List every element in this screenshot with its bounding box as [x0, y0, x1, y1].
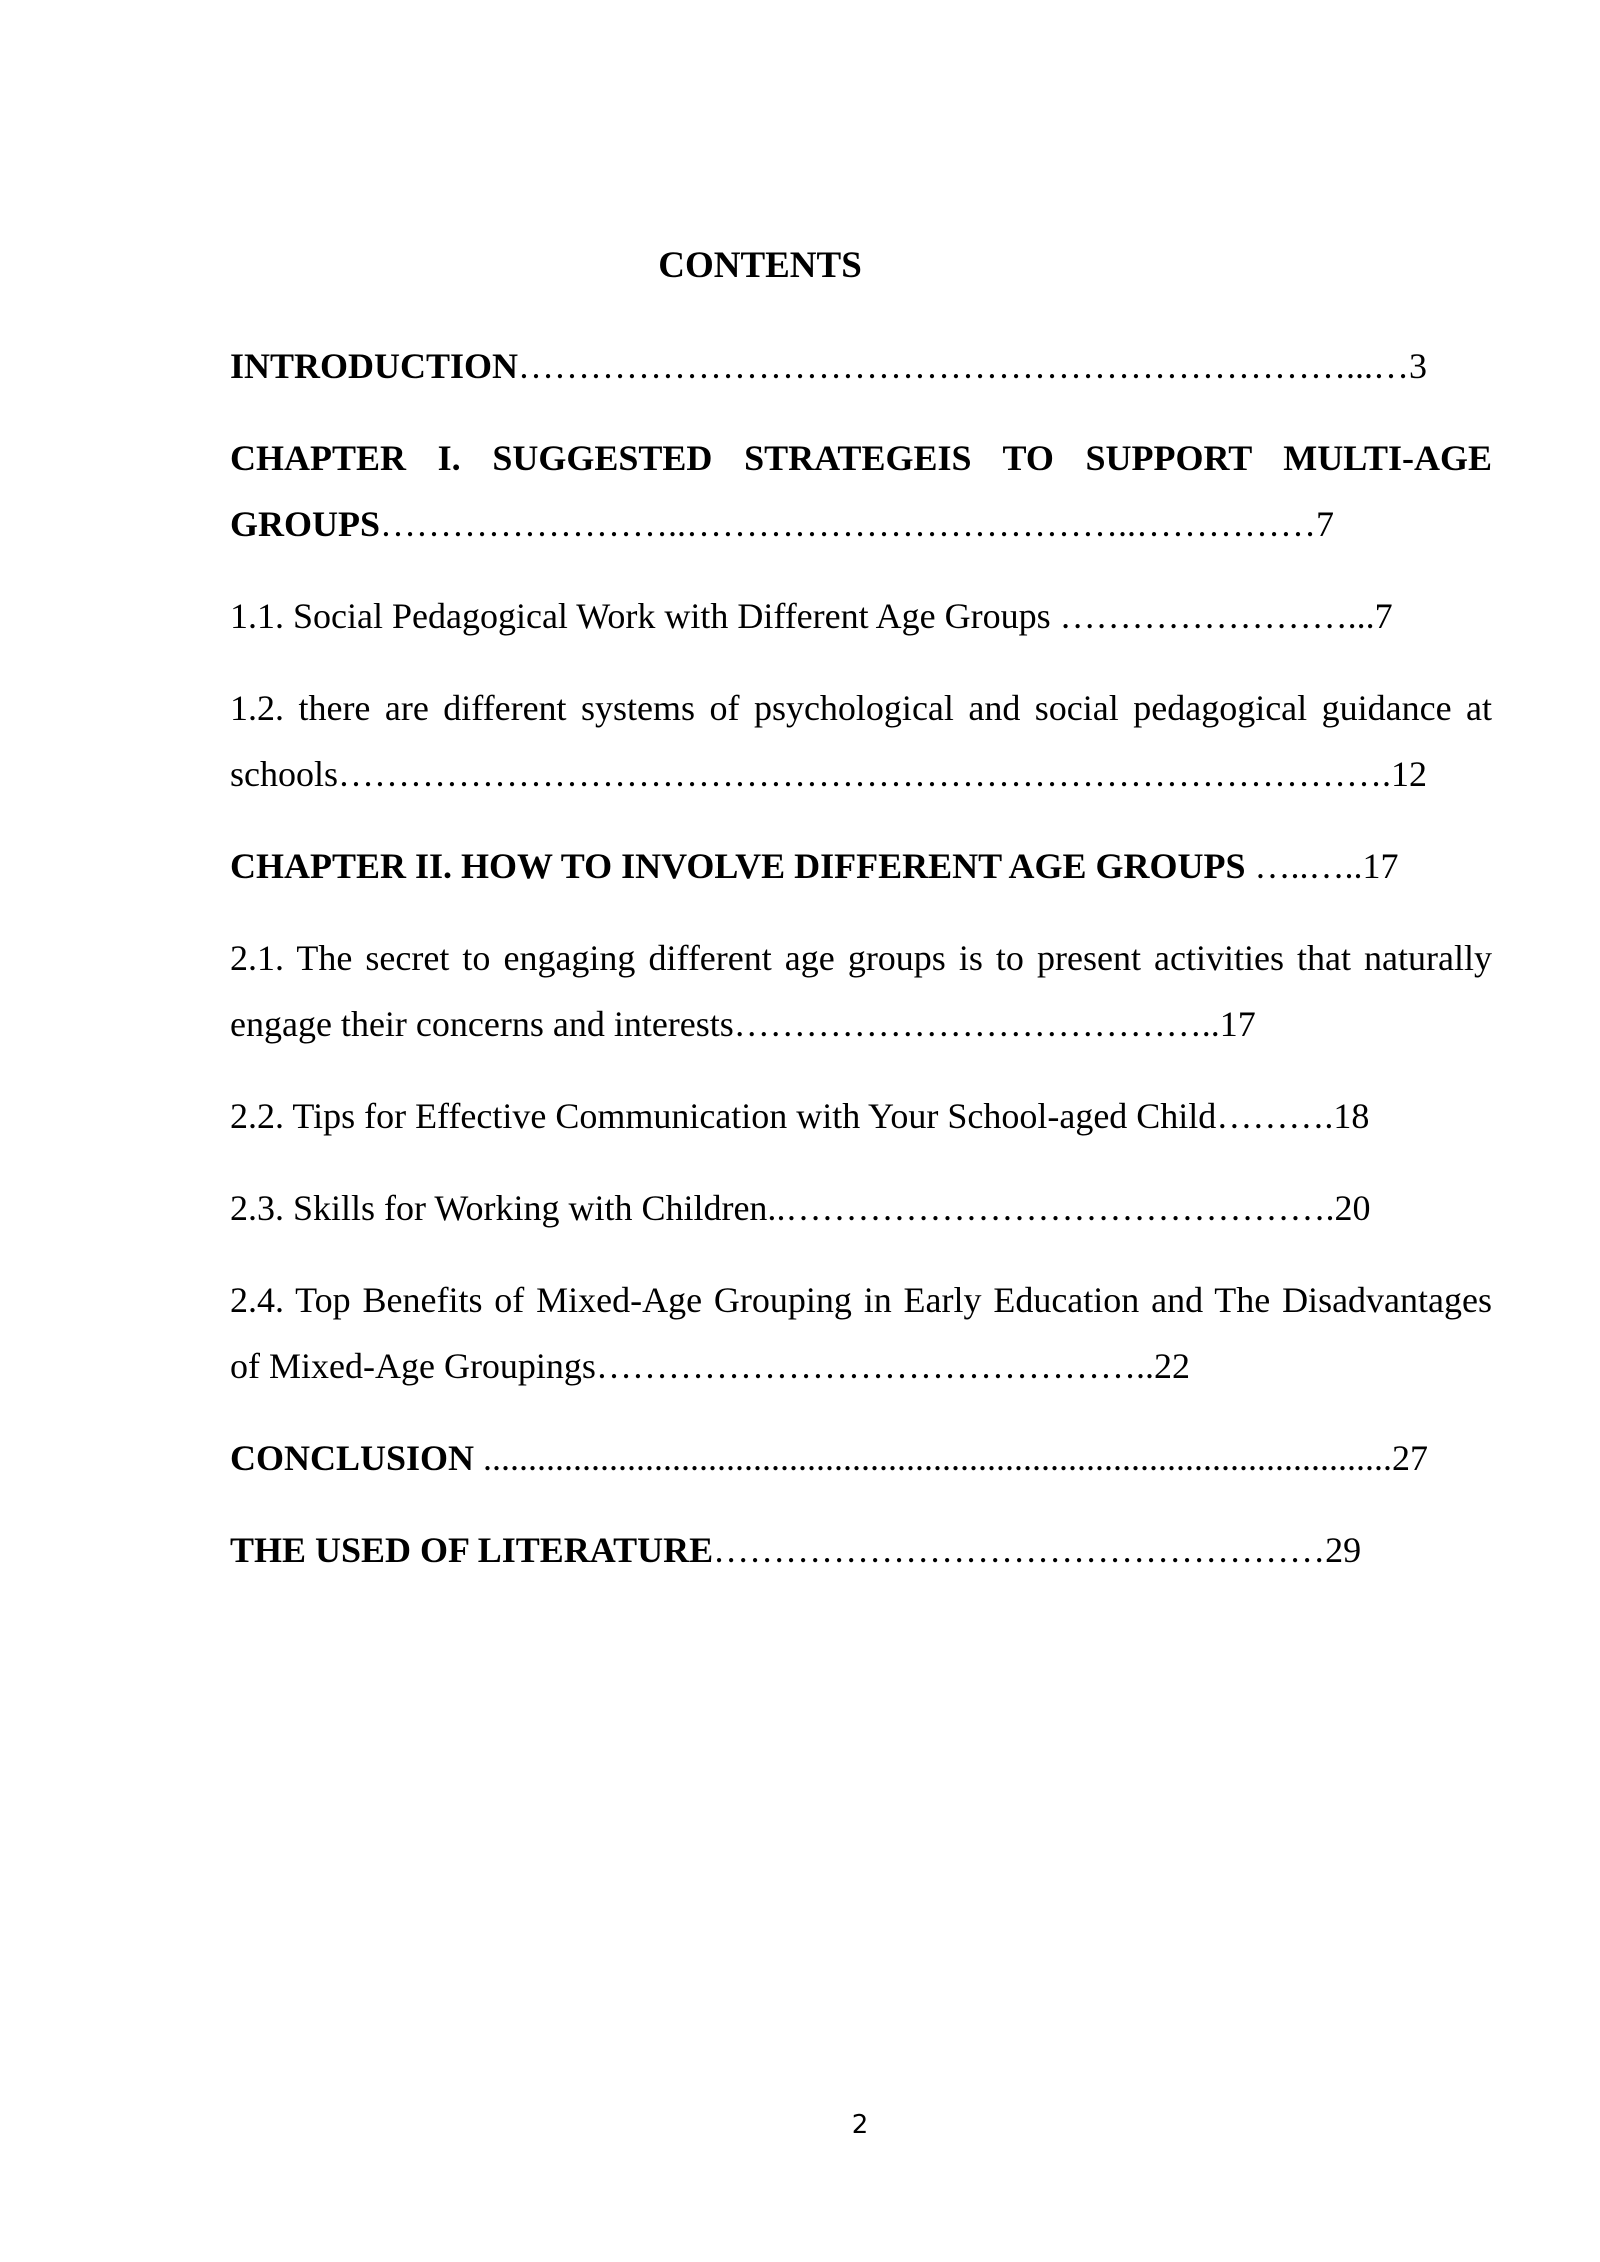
toc-entry-label: 2.3. Skills for Working with Children.: [230, 1188, 777, 1228]
toc-entry-label: CHAPTER II. HOW TO INVOLVE DIFFERENT AGE GROUPS: [230, 846, 1255, 886]
toc-entry-1-1: [230, 583, 1492, 649]
toc-entry-2-2: [230, 1083, 1492, 1149]
toc-entry-label: INTRODUCTION: [230, 346, 519, 386]
toc-entry-label: CHAPTER I. SUGGESTED STRATEGEIS TO SUPPORT MULTI-AGE GROUPS: [230, 438, 1492, 544]
page-title: CONTENTS: [658, 245, 862, 286]
toc-entry-leader: ……………………..………………………………..……………7: [380, 504, 1335, 544]
toc-entry-label: THE USED OF LITERATURE: [230, 1530, 714, 1570]
page-number: 2: [851, 2110, 869, 2140]
toc-entry-chapter-1: [230, 425, 1492, 557]
toc-entry-conclusion: [230, 1425, 1492, 1491]
toc-entry-2-1: [230, 925, 1492, 1057]
toc-entry-literature: [230, 1517, 1492, 1583]
toc-entry-label: 2.4. Top Benefits of Mixed-Age Grouping in Early Education and The Disadvantages of Mixed-Age Groupings: [230, 1280, 1492, 1386]
toc-entry-1-2: [230, 675, 1492, 807]
toc-entry-leader: …………………………………..17: [733, 1004, 1256, 1044]
toc-entry-label: 2.2. Tips for Effective Communication with Your School-aged Child: [230, 1096, 1217, 1136]
toc-entry-2-4: [230, 1267, 1492, 1399]
toc-entry-leader: ………………………………………..22: [595, 1346, 1190, 1386]
toc-entry-leader: ……………………………………………………………...…3: [518, 346, 1428, 386]
toc-entry-leader: …………………………………………………………………………….12: [338, 754, 1427, 794]
toc-entry-leader: ……………………………………………29: [713, 1530, 1362, 1570]
toc-entry-leader: ……….18: [1216, 1096, 1370, 1136]
toc-entry-leader: ……………………...7: [1059, 596, 1393, 636]
toc-entry-label: 1.1. Social Pedagogical Work with Different Age Groups: [230, 596, 1060, 636]
toc-entry-label: 2.1. The secret to engaging different age groups is to present activities that naturally engage their concerns and interests: [230, 938, 1492, 1044]
toc-entry-leader: .……………………………………….20: [776, 1188, 1371, 1228]
toc-entry-label: CONCLUSION: [230, 1438, 484, 1478]
toc-entry-2-3: [230, 1175, 1492, 1241]
toc-entry-leader: .....................................................................................................27: [483, 1438, 1429, 1478]
toc-entry-introduction: [230, 333, 1492, 399]
toc-entry-label: 1.2. there are different systems of psychological and social pedagogical guidance at schools: [230, 688, 1492, 794]
toc-entry-chapter-2: [230, 833, 1492, 899]
table-of-contents: [230, 333, 1492, 1609]
toc-entry-leader: …..…..17: [1254, 846, 1399, 886]
